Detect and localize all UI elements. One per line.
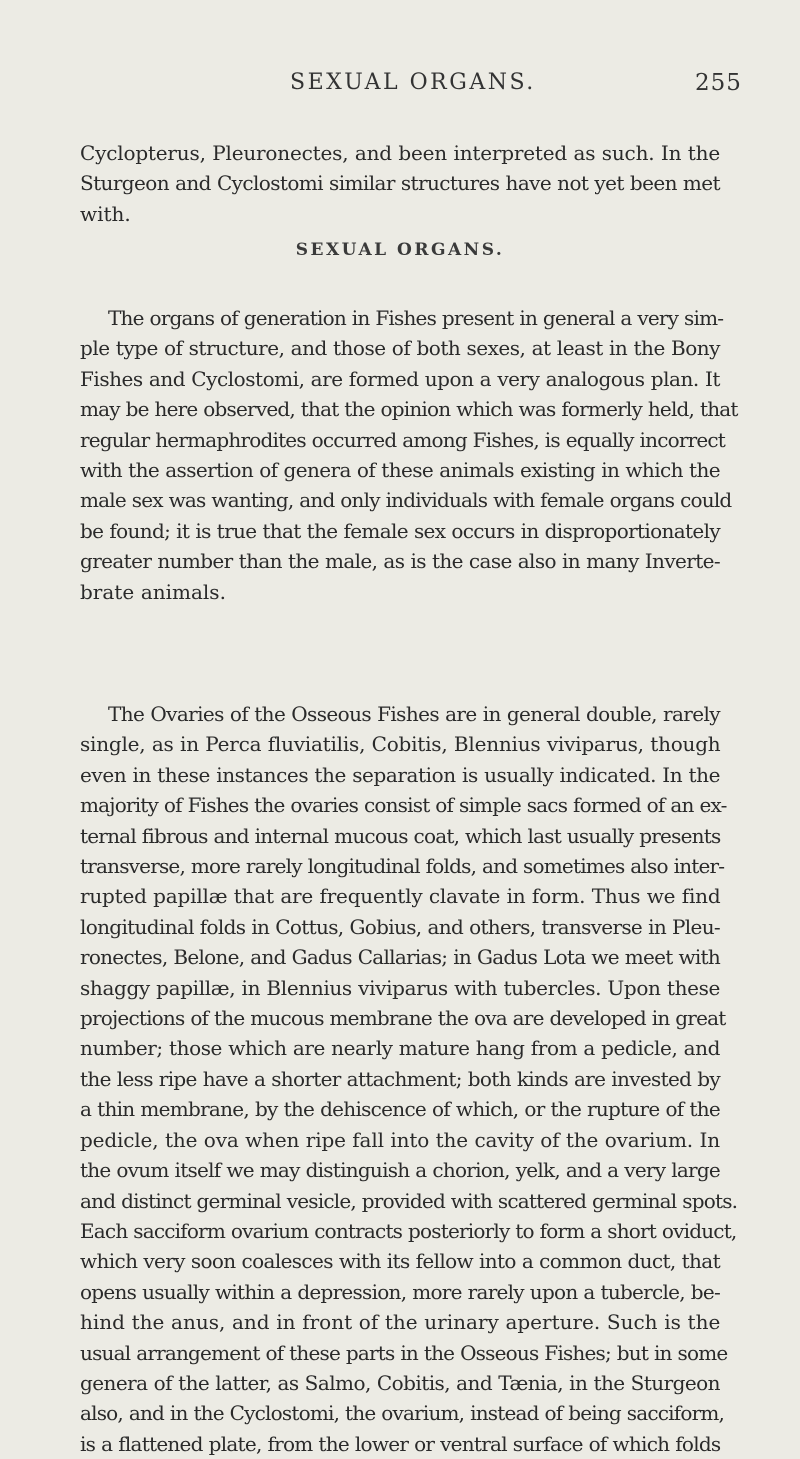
text-line: The Ovaries of the Osseous Fishes are in general double, rarely [108, 702, 720, 726]
text-line: may be here observed, that the opinion which was formerly held, that [80, 397, 738, 422]
text-line: pedicle, the ova when ripe fall into the cavity of the ovarium. In [80, 1127, 720, 1152]
text-line: a thin membrane, by the dehiscence of which, or the rupture of the [80, 1097, 720, 1122]
text-line: Each sacciform ovarium contracts posteriorly to form a short oviduct, [80, 1218, 737, 1243]
text-line: Fishes and Cyclostomi, are formed upon a very analogous plan. It [80, 366, 720, 391]
text-line: is a flattened plate, from the lower or ventral surface of which folds [80, 1431, 721, 1456]
text-line: Sturgeon and Cyclostomi similar structures have not yet been met [80, 171, 720, 196]
text-line: the ovum itself we may distinguish a chorion, yelk, and a very large [80, 1158, 720, 1183]
text-line: Cyclopterus, Pleuronectes, and been interpreted as such. In the [80, 141, 720, 165]
text-line: genera of the latter, as Salmo, Cobitis, and Tænia, in the Sturgeon [80, 1370, 720, 1395]
running-title: SEXUAL ORGANS. [290, 70, 536, 95]
text-line: also, and in the Cyclostomi, the ovarium, instead of being sacciform, [80, 1401, 725, 1426]
text-line: male sex was wanting, and only individuals with female organs could [80, 488, 732, 513]
text-line: which very soon coalesces with its fellow into a common duct, that [80, 1249, 720, 1274]
text-line: transverse, more rarely longitudinal folds, and sometimes also inter- [80, 854, 725, 879]
text-line: and distinct germinal vesicle, provided with scattered germinal spots. [80, 1188, 738, 1213]
text-line: hind the anus, and in front of the urinary aperture. Such is the [80, 1310, 721, 1335]
text-line: usual arrangement of these parts in the Osseous Fishes; but in some [80, 1340, 728, 1365]
running-head [0, 70, 800, 100]
text-line: ronectes, Belone, and Gadus Callarias; in Gadus Lota we meet with [80, 945, 720, 970]
paragraph-generation [80, 303, 738, 607]
text-line: greater number than the male, as is the case also in many Inverte- [80, 549, 720, 574]
text-line: with. [80, 201, 131, 226]
text-line: shaggy papillæ, in Blennius viviparus with tubercles. Upon these [80, 975, 720, 1000]
text-line: rupted papillæ that are frequently clavate in form. Thus we find [80, 884, 721, 909]
text-line: even in these instances the separation is usually indicated. In the [80, 762, 721, 787]
text-line: with the assertion of genera of these animals existing in which the [80, 458, 720, 483]
text-line: opens usually within a depression, more rarely upon a tubercle, be- [80, 1279, 720, 1304]
page-number: 255 [695, 70, 742, 96]
text-line: The organs of generation in Fishes present in general a very sim- [108, 306, 724, 330]
text-line: number; those which are nearly mature hang from a pedicle, and [80, 1036, 721, 1061]
text-line: regular hermaphrodites occurred among Fishes, is equally incorrect [80, 427, 726, 452]
text-line: the less ripe have a shorter attachment; both kinds are invested by [80, 1066, 720, 1091]
paragraph-continuation [80, 138, 720, 229]
text-line: ple type of structure, and those of both sexes, at least in the Bony [80, 336, 720, 361]
text-line: longitudinal folds in Cottus, Gobius, and others, transverse in Pleu- [80, 914, 720, 939]
text-line: projections of the mucous membrane the ova are developed in great [80, 1006, 726, 1031]
text-line: majority of Fishes the ovaries consist of simple sacs formed of an ex- [80, 793, 727, 818]
paragraph-ovaries [80, 699, 738, 1459]
section-heading: SEXUAL ORGANS. [295, 240, 505, 260]
text-line: be found; it is true that the female sex occurs in disproportionately [80, 518, 720, 543]
text-line: brate animals. [80, 579, 226, 604]
text-line: ternal fibrous and internal mucous coat, which last usually presents [80, 823, 721, 848]
text-line: single, as in Perca fluviatilis, Cobitis, Blennius viviparus, though [80, 732, 721, 757]
